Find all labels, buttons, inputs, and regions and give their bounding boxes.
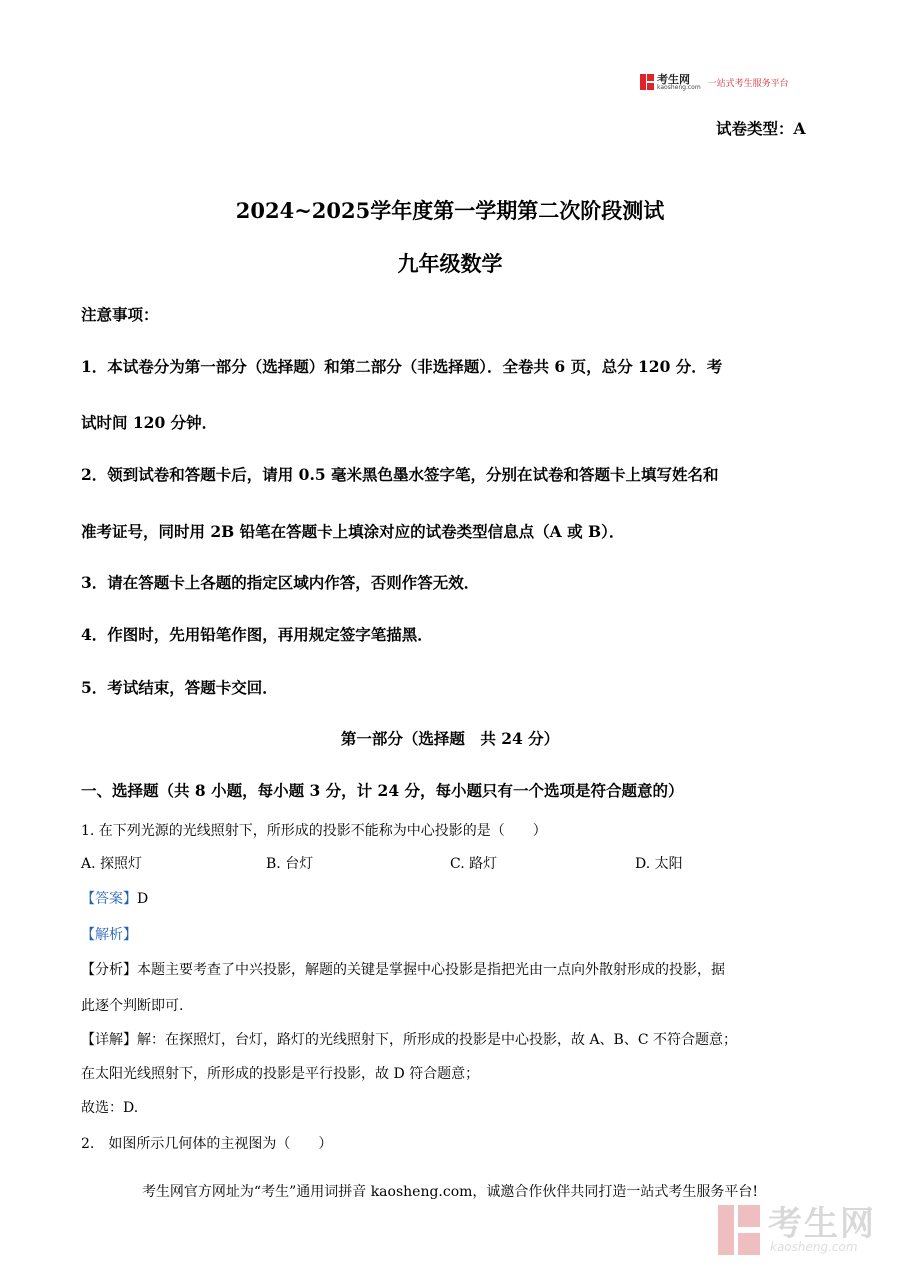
question-1-option-d: [635, 853, 683, 873]
note-1-line-1: 1．本试卷分为第一部分（选择题）和第二部分（非选择题）．全卷共 6 页，总分 120 分．考: [81, 357, 723, 376]
note-2-line-2: 准考证号，同时用 2B 铅笔在答题卡上填涂对应的试卷类型信息点（A 或 B）．: [81, 522, 625, 541]
question-1-stem: 1. 在下列光源的光线照射下，所形成的投影不能称为中心投影的是（ ）: [81, 823, 547, 839]
watermark-name: 考生网: [768, 1204, 876, 1244]
logo-url: kaosheng.com: [657, 83, 701, 91]
fenxi-line-1: 【分析】本题主要考查了中兴投影，解题的关键是掌握中心投影是指把光由一点向外散射形成的投影，据: [81, 962, 725, 978]
option-text: 台灯: [285, 856, 314, 872]
note-4: 4．作图时，先用铅笔作图，再用规定签字笔描黑．: [81, 625, 433, 644]
note-3: 3．请在答题卡上各题的指定区域内作答，否则作答无效．: [81, 573, 480, 592]
question-1-option-c: [450, 853, 497, 873]
exam-title: 2024~2025学年度第一学期第二次阶段测试: [235, 198, 665, 223]
analysis-tag: 【解析】: [81, 927, 137, 943]
question-1-option-b: [266, 853, 313, 873]
kaosheng-logo-icon: [640, 74, 654, 90]
exam-subtitle: 九年级数学: [397, 251, 503, 276]
note-2-line-1: 2．领到试卷和答题卡后，请用 0.5 毫米黑色墨水签字笔，分别在试卷和答题卡上填写姓名和: [81, 465, 719, 484]
option-letter: D.: [635, 856, 651, 872]
answer-tag: 【答案】: [81, 891, 137, 907]
watermark-url: kaosheng.com: [770, 1240, 858, 1254]
option-text: 太阳: [654, 856, 683, 872]
note-5: 5．考试结束，答题卡交回．: [81, 678, 278, 697]
part-one-title: 第一部分（选择题 共 24 分）: [340, 729, 560, 748]
option-letter: A.: [81, 856, 96, 872]
section-heading: 一、选择题（共 8 小题，每小题 3 分，计 24 分，每小题只有一个选项是符合题意的）: [81, 781, 684, 800]
logo-slogan: 一站式考生服务平台: [707, 78, 789, 89]
logo-name: 考生网: [657, 72, 690, 86]
option-letter: B.: [266, 856, 281, 872]
question-1-option-a: [81, 853, 142, 873]
xiangjie-line-2: 在太阳光线照射下，所形成的投影是平行投影，故 D 符合题意；: [81, 1066, 480, 1082]
xiangjie-line-1: 【详解】解：在探照灯，台灯，路灯的光线照射下，所形成的投影是中心投影，故 A、B、C 不符合题意；: [81, 1032, 738, 1048]
watermark-logo: [718, 1205, 876, 1255]
footer-text: 考生网官方网址为“考生”通用词拼音 kaosheng.com，诚邀合作伙伴共同打造一站式考生服务平台!: [141, 1184, 759, 1200]
answer-value: D: [137, 891, 149, 907]
option-letter: C.: [450, 856, 465, 872]
choice-line: 故选：D.: [81, 1100, 139, 1116]
answer-line: [81, 888, 148, 908]
paper-type: 试卷类型：A: [716, 119, 806, 138]
note-1-line-2: 试时间 120 分钟．: [81, 413, 218, 432]
header-logo: [640, 72, 789, 92]
option-text: 路灯: [469, 856, 498, 872]
question-2-stem: 2. 如图所示几何体的主视图为（ ）: [81, 1136, 333, 1152]
option-text: 探照灯: [100, 856, 143, 872]
fenxi-line-2: 此逐个判断即可.: [81, 998, 184, 1014]
notes-heading: 注意事项：: [81, 305, 159, 324]
kaosheng-watermark-icon: [718, 1205, 760, 1255]
